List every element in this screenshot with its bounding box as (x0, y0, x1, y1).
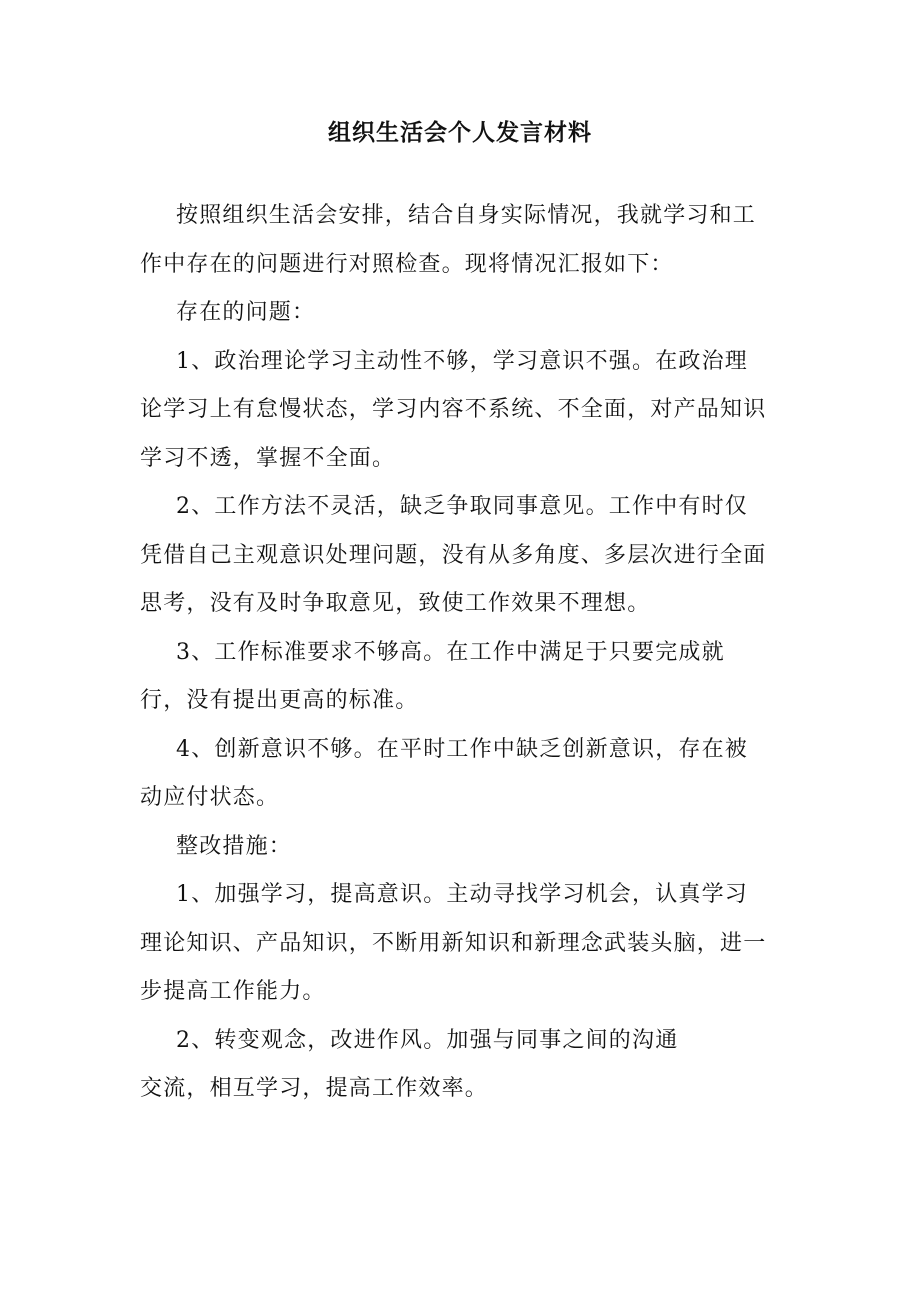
measures-heading: 整改措施： (176, 833, 293, 859)
problem-item-2: 2、工作方法不灵活，缺乏争取同事意见。工作中有时仅凭借自己主观意识处理问题，没有从多角度、多层次进行全面思考，没有及时争取意见，致使工作效果不理想。 (140, 494, 767, 616)
problem-item-1: 1、政治理论学习主动性不够，学习意识不强。在政治理论学习上有怠慢状态，学习内容不系统、不全面，对产品知识学习不透，掌握不全面。 (140, 348, 767, 471)
measure-item-1: 1、加强学习，提高意识。主动寻找学习机会，认真学习理论知识、产品知识，不断用新知识和新理念武装头脑，进一步提高工作能力。 (140, 882, 767, 1004)
document-title: 组织生活会个人发言材料 (328, 120, 592, 146)
problems-heading: 存在的问题： (176, 300, 316, 325)
intro-paragraph: 按照组织生活会安排，结合自身实际情况，我就学习和工作中存在的问题进行对照检查。现将情况汇报如下： (140, 203, 757, 277)
problem-item-4: 4、创新意识不够。在平时工作中缺乏创新意识，存在被动应付状态。 (140, 736, 748, 810)
document-body (140, 192, 770, 1114)
problem-item-3: 3、工作标准要求不够高。在工作中满足于只要完成就行，没有提出更高的标准。 (140, 639, 725, 713)
measure-item-2: 2、转变观念，改进作风。加强与同事之间的沟通交流，相互学习，提高工作效率。 (140, 1027, 679, 1101)
